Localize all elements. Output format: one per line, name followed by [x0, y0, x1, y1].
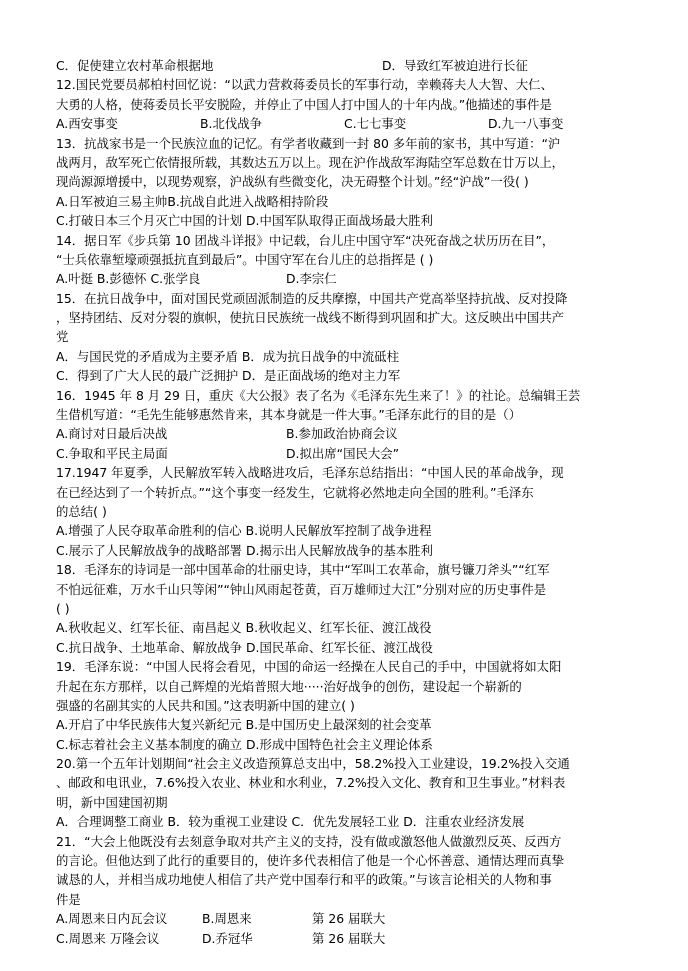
- option-text: C.周恩来 万隆会议: [56, 930, 160, 946]
- text-line: 16．1945 年 8 月 29 日，重庆《大公报》表了名为《毛泽东先生来了！》的社论。总编辑王芸: [56, 387, 581, 403]
- text-line: 战两月，敌军死亡依情报所载，其数达五万以上。现在沪作战敌军海陆空军总数在廿万以上，: [56, 154, 565, 170]
- text-line: 在已经达到了一个转折点。”“这个事变一经发生，它就将必然地走向全国的胜利。”毛泽东: [56, 484, 534, 500]
- text-line: 14．据日军《步兵第 10 团战斗详报》中记载，台儿庄中国守军“决死奋战之状历历在目”，: [56, 232, 555, 248]
- text-line: 生借机写道：“毛先生能够惠然肯来，其本身就是一件大事。”毛泽东此行的目的是（）: [56, 407, 522, 423]
- text-line: [56, 56, 640, 75]
- text-line: 的言论。但他达到了此行的重要目的，使许多代表相信了他是一个心怀善意、通情达理而真挚: [56, 853, 565, 869]
- text-line: 升起在东方那样，以自己辉煌的光焰普照大地·····治好战争的创伤，建设起一个崭新的: [56, 678, 522, 694]
- option-text: A.周恩来日内瓦会议: [56, 911, 168, 927]
- text-line: 15．在抗日战争中，面对国民党顽固派制造的反共摩擦，中国共产党高举坚持抗战、反对投降: [56, 290, 568, 306]
- text-line: 21．“大会上他既没有去刻意争取对共产主义的支持，没有做或激怒他人做激烈反英、反西方: [56, 833, 562, 849]
- text-line: 大勇的人格，使蒋委员长平安脱险，并停止了中国人打中国人的十年内战。”他描述的事件是: [56, 96, 552, 112]
- option-text: C.争取和平民主局面: [56, 445, 168, 461]
- text-line: 件是: [56, 891, 81, 907]
- text-line: 的总结( ): [56, 503, 107, 519]
- text-line: A．与国民党的矛盾成为主要矛盾 B．成为抗日战争的中流砥柱: [56, 348, 400, 364]
- text-line: 19．毛泽东说：“中国人民将会看见，中国的命运一经操在人民自己的手中，中国就将如太阳: [56, 659, 562, 675]
- text-line: [56, 444, 640, 463]
- option-text: D.九一八事变: [488, 116, 564, 132]
- text-line: 20.第一个五年计划期间“社会主义改造预算总支出中，58.2%投入工业建设，19.2%投入交通: [56, 756, 570, 772]
- text-line: 12.国民党要员郝柏村回忆说：“以武力营救蒋委员长的军事行动，幸赖蒋夫人大智、大仁、: [56, 77, 553, 93]
- text-line: 、邮政和电讯业，7.6%投入农业、林业和水利业，7.2%投入文化、教育和卫生事业。”材料表: [56, 775, 566, 791]
- option-text: C．促使建立农村革命根据地: [56, 58, 214, 73]
- option-text: B.参加政治协商会议: [286, 426, 398, 442]
- option-text: C.七七事变: [344, 116, 407, 132]
- text-line: A.开启了中华民族伟大复兴新纪元 B.是中国历史上最深刻的社会变革: [56, 717, 432, 733]
- option-text: A.商讨对日最后决战: [56, 426, 168, 442]
- option-text: D.乔冠华: [202, 930, 253, 946]
- text-line: 17.1947 年夏季，人民解放军转入战略进攻后，毛泽东总结指出：“中国人民的革命战争，现: [56, 465, 564, 481]
- option-text: D.拟出席“国民大会”: [286, 445, 400, 461]
- text-line: [56, 114, 640, 133]
- text-line: [56, 269, 640, 288]
- option-text: D.李宗仁: [286, 271, 337, 287]
- option-text: 第 26 届联大: [312, 911, 386, 927]
- option-text: D．导致红军被迫进行长征: [382, 58, 528, 73]
- option-text: B.周恩来: [202, 911, 252, 927]
- option-text: A.西安事变: [56, 116, 118, 132]
- text-line: A.增强了人民夺取革命胜利的信心 B.说明人民解放军控制了战争进程: [56, 523, 432, 539]
- text-line: 诚恳的人，并相当成功地使人相信了共产党中国奉行和平的政策。”与该言论相关的人物和事: [56, 872, 552, 888]
- text-line: 党: [56, 329, 69, 345]
- text-line: [56, 929, 640, 948]
- text-line: 现尚源源增援中，以现势观察，沪战纵有些微变化，决无碍整个计划。”经“沪战”一役( ): [56, 174, 529, 190]
- option-text: 第 26 届联大: [312, 930, 386, 946]
- text-line: ( ): [56, 600, 70, 616]
- text-line: 18．毛泽东的诗词是一部中国革命的壮丽史诗，其中“军叫工农革命，旗号镰刀斧头”“红军: [56, 562, 550, 578]
- text-line: ，坚持团结、反对分裂的旗帜，使抗日民族统一战线不断得到巩固和扩大。这反映出中国共产: [56, 310, 565, 326]
- text-line: [56, 909, 640, 928]
- text-line: C．得到了广大人民的最广泛拥护 D．是正面战场的绝对主力军: [56, 368, 401, 384]
- text-line: [56, 424, 640, 443]
- text-line: 强盛的名副其实的人民共和国。”这表明新中国的建立( ): [56, 697, 355, 713]
- option-text: B.北伐战争: [200, 116, 263, 132]
- text-line: A.日军被迫三易主帅B.抗战自此进入战略相持阶段: [56, 193, 329, 209]
- exam-page: [56, 56, 640, 948]
- text-line: C.展示了人民解放战争的战略部署 D.揭示出人民解放战争的基本胜利: [56, 542, 433, 558]
- text-line: C.打破日本三个月灭亡中国的计划 D.中国军队取得正面战场最大胜利: [56, 213, 433, 229]
- text-line: A.秋收起义、红军长征、南昌起义 B.秋收起义、红军长征、渡江战役: [56, 620, 432, 636]
- text-line: A．合理调整工商业 B．较为重视工业建设 C．优先发展轻工业 D．注重农业经济发展: [56, 814, 525, 830]
- text-line: C.抗日战争、土地革命、解放战争 D.国民革命、红军长征、渡江战役: [56, 639, 433, 655]
- text-line: C.标志着社会主义基本制度的确立 D.形成中国特色社会主义理论体系: [56, 736, 433, 752]
- text-line: 13．抗战家书是一个民族泣血的记忆。有学者收藏到一封 80 多年前的家书，其中写道：“沪: [56, 135, 561, 151]
- option-text: A.叶挺 B.彭德怀 C.张学良: [56, 271, 201, 287]
- text-line: 不怕远征难，万水千山只等闲”“钟山风雨起苍黄，百万雄师过大江”分别对应的历史事件是: [56, 581, 547, 597]
- text-line: 明，新中国建国初期: [56, 794, 168, 810]
- text-line: “士兵依靠堑壕顽强抵抗直到最后”。中国守军在台儿庄的总指挥是 ( ): [56, 251, 434, 267]
